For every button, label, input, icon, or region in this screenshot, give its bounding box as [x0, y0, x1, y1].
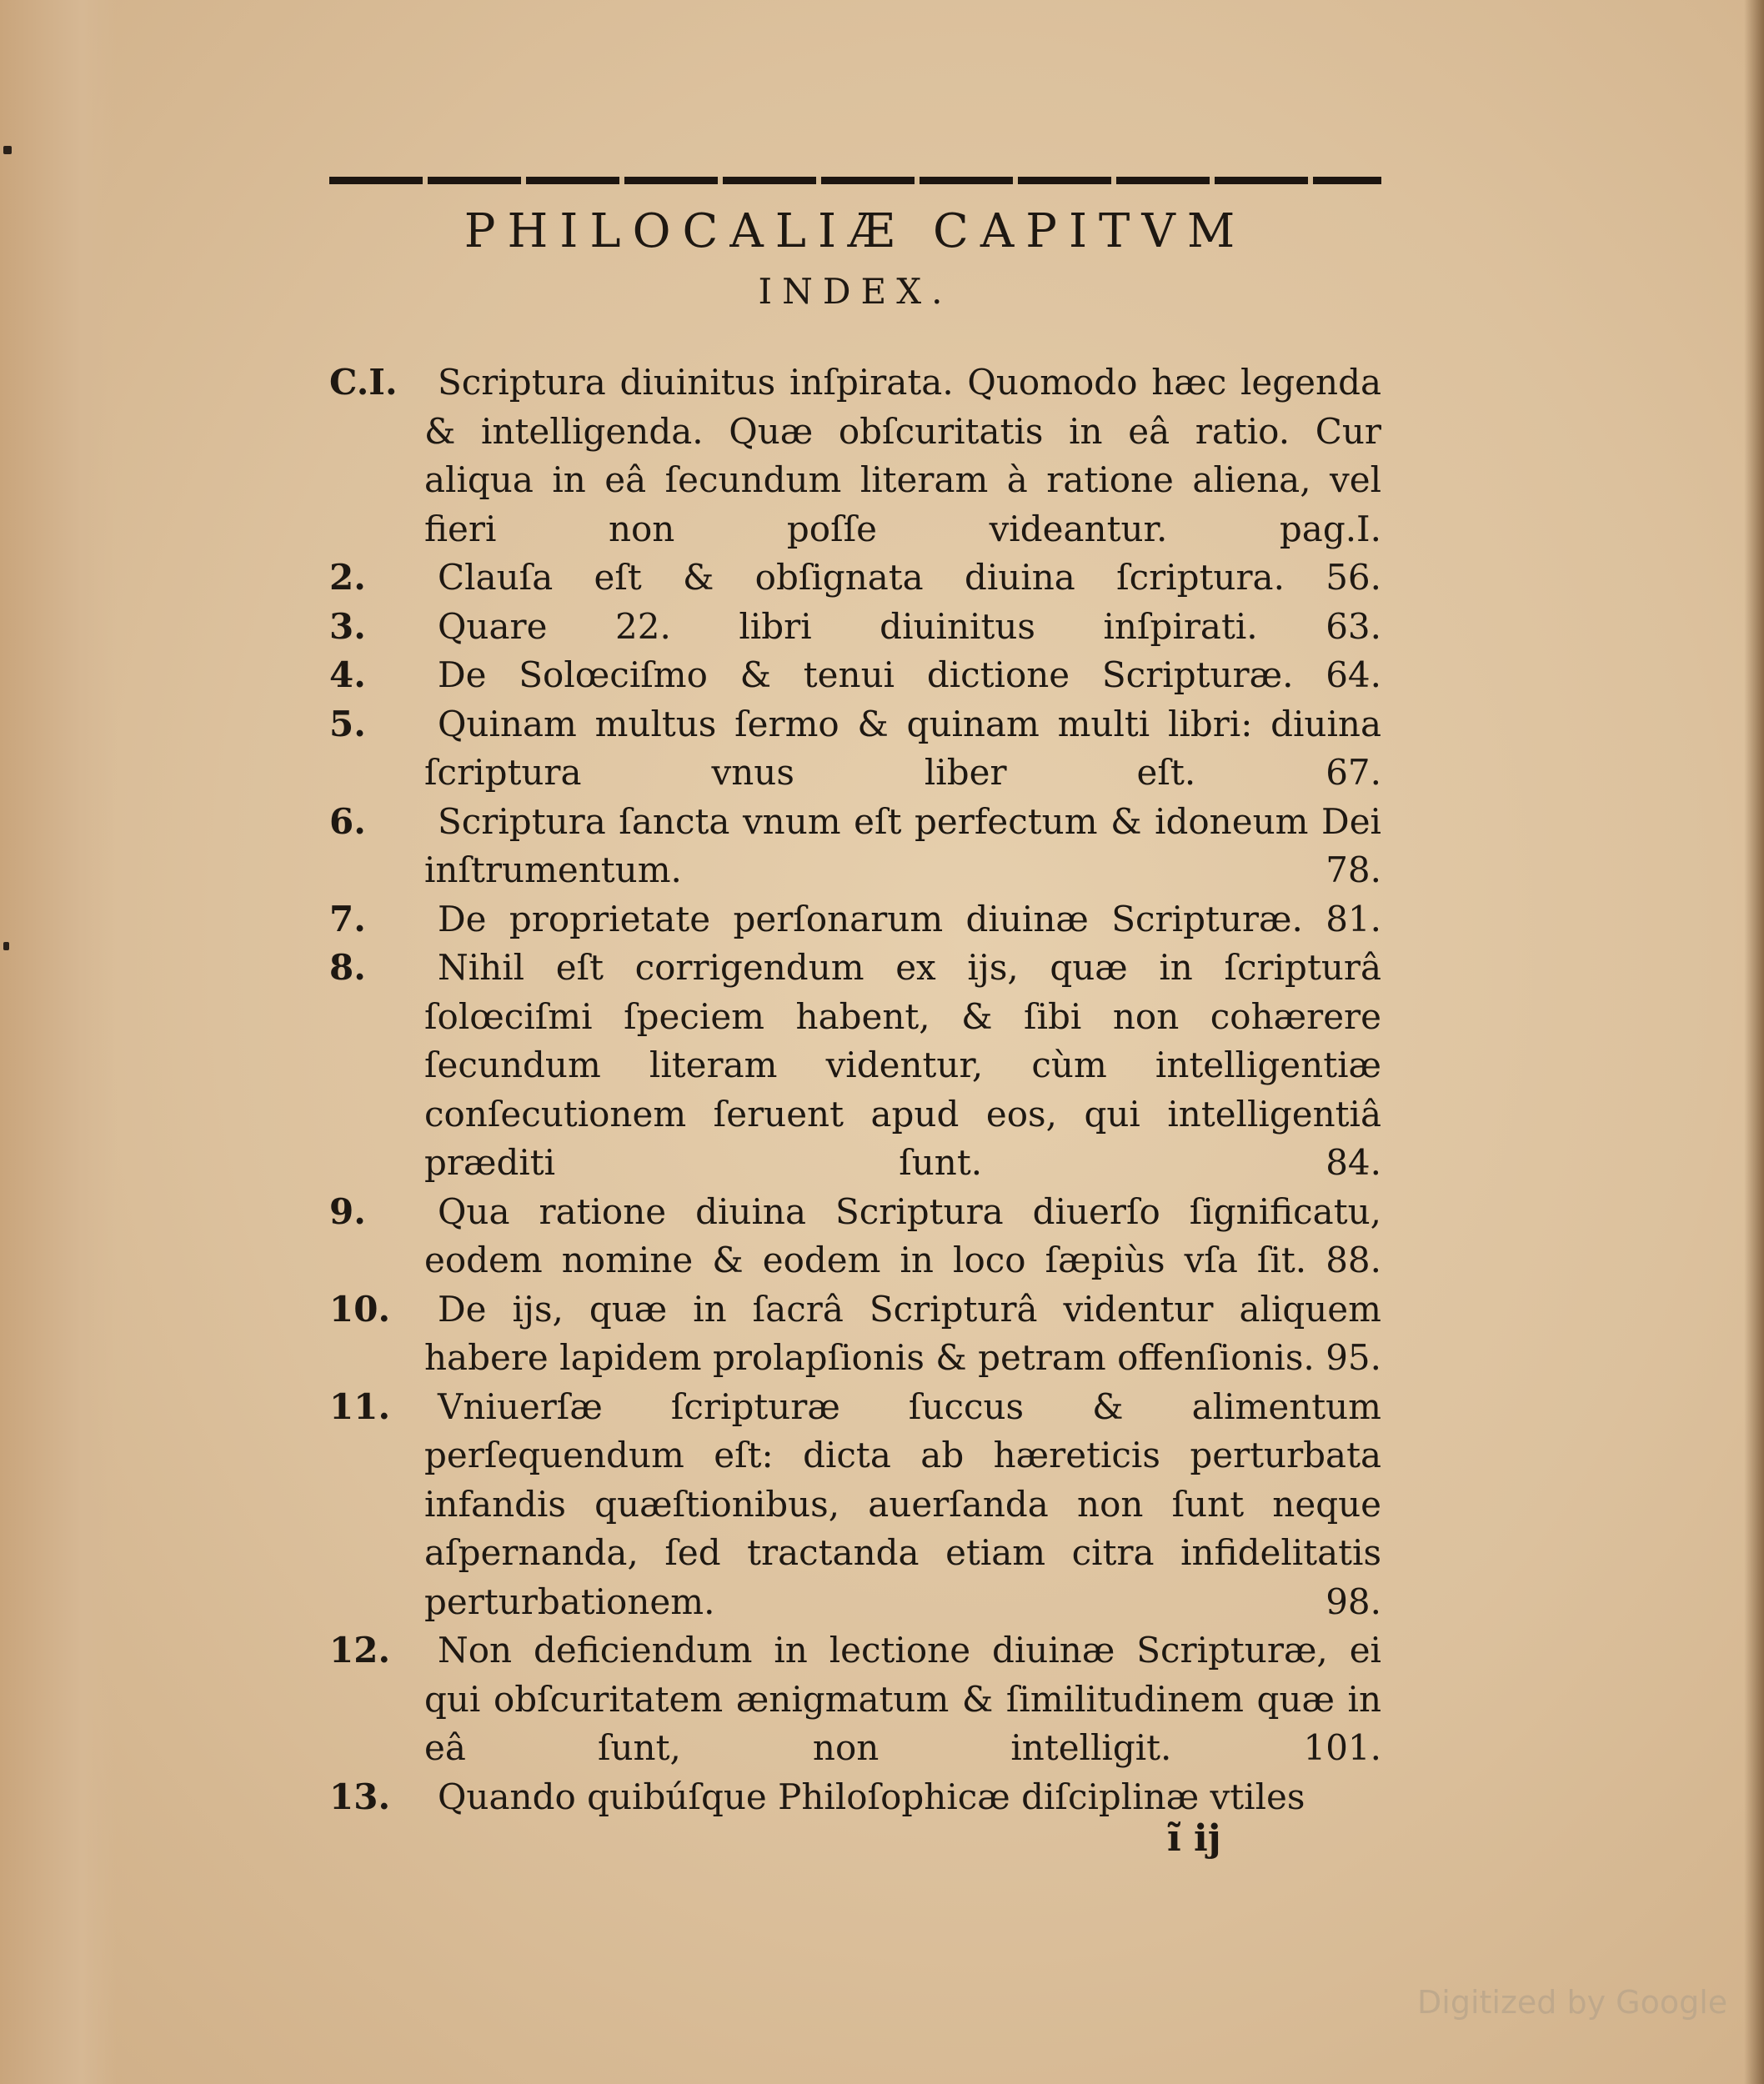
entry-number: 13.: [329, 1776, 391, 1817]
entry-number: 2.: [329, 557, 366, 598]
entry-page-ref: 67.: [1326, 752, 1381, 793]
entry-number: 11.: [329, 1385, 391, 1427]
entry-text-block: [424, 1626, 1381, 1773]
index-entry: [329, 554, 1381, 603]
index-entry: [329, 1383, 1381, 1627]
entry-page-ref: 56.: [1326, 557, 1381, 598]
entry-text: Scriptura diuinitus inſpirata. Quomodo hæc legenda & intelligenda. Quæ obſcuritatis in eâ ratio. Cur aliqua in eâ ſecundum literam à ratione aliena, vel fieri non poſſe videantur.: [424, 362, 1381, 549]
entry-text-block: [424, 554, 1381, 603]
entry-text: Quinam multus ſermo & quinam multi libri: diuina ſcriptura vnus liber eſt.: [424, 703, 1381, 793]
entry-text-block: [424, 1383, 1381, 1627]
entry-text-block: [424, 358, 1381, 554]
entry-text: Scriptura ſancta vnum eſt perfectum & idoneum Dei inſtrumentum.: [424, 800, 1381, 890]
entry-page-ref: 95.: [1326, 1337, 1381, 1378]
header-rule: [329, 177, 1381, 184]
entry-text: Clauſa eſt & obſignata diuina ſcriptura.: [438, 557, 1285, 598]
entry-number: 9.: [329, 1190, 366, 1232]
entry-text: De Solœciſmo & tenui dictione Scripturæ.: [438, 654, 1294, 695]
entry-text: De proprietate perſonarum diuinæ Scripturæ.: [438, 898, 1303, 939]
entry-text: Quando quibúſque Philoſophicæ diſciplinæ vtiles: [438, 1776, 1305, 1817]
entry-text: Nihil eſt corrigendum ex ijs, quæ in ſcripturâ ſolœciſmi ſpeciem habent, & ſibi non cohærere ſecundum literam videntur, cùm intelligentiæ conſecutionem ſeruent apud eos, qui intelligentiâ præditi ſunt.: [424, 947, 1381, 1183]
entry-number: 10.: [329, 1288, 391, 1330]
entry-number: 6.: [329, 800, 366, 842]
entry-number: 7.: [329, 898, 366, 939]
index-entry: [329, 944, 1381, 1188]
index-entry: [329, 1626, 1381, 1773]
index-entry: [329, 1773, 1381, 1822]
entry-number: 12.: [329, 1630, 391, 1671]
entry-page-ref: 81.: [1326, 898, 1381, 939]
entry-text: De ijs, quæ in ſacrâ Scripturâ videntur aliquem habere lapidem prolapſionis & petram offenſionis.: [424, 1288, 1381, 1378]
index-entry: [329, 358, 1381, 554]
entry-text-block: [424, 651, 1381, 700]
entry-page-ref: 98.: [1326, 1581, 1381, 1622]
entry-page-ref: 63.: [1326, 605, 1381, 647]
page-title: PHILOCALIÆ CAPITVM: [464, 204, 1247, 258]
entry-page-ref: 101.: [1303, 1727, 1381, 1768]
entry-page-ref: 78.: [1326, 849, 1381, 890]
entry-text: Quare 22. libri diuinitus inſpirati.: [438, 605, 1258, 647]
entry-text-block: [424, 1773, 1381, 1822]
index-entry: [329, 1285, 1381, 1383]
page-edge-right: [1744, 0, 1764, 2084]
entry-page-ref: 64.: [1326, 654, 1381, 695]
bleed-mark: [3, 146, 12, 154]
index-entry: [329, 651, 1381, 700]
index-entry: [329, 700, 1381, 798]
entry-text-block: [424, 1285, 1381, 1383]
entry-number: 3.: [329, 605, 366, 647]
page-subtitle: INDEX.: [758, 271, 953, 312]
entry-text: Non deficiendum in lectione diuinæ Scripturæ, ei qui obſcuritatem ænigmatum & ſimilitudinem quæ in eâ ſunt, non intelligit.: [424, 1630, 1381, 1768]
digitization-watermark: Digitized by Google: [1417, 1984, 1728, 2021]
entry-text-block: [424, 1188, 1381, 1285]
page-gutter-left: [0, 0, 117, 2084]
entry-text-block: [424, 700, 1381, 798]
entry-page-ref: 88.: [1326, 1240, 1381, 1280]
bleed-mark: [3, 942, 9, 950]
entry-page-ref: pag.I.: [1279, 508, 1381, 549]
entry-number: C.I.: [329, 362, 398, 403]
entry-text: Qua ratione diuina Scriptura diuerſo ſignificatu, eodem nomine & eodem in loco ſæpiùs vſa ſit.: [424, 1190, 1381, 1280]
entry-number: 8.: [329, 947, 366, 988]
entry-text-block: [424, 798, 1381, 895]
entry-page-ref: 84.: [1326, 1142, 1381, 1183]
entry-number: 5.: [329, 703, 366, 744]
entry-number: 4.: [329, 654, 366, 695]
signature-mark: ĩ ij: [1167, 1817, 1221, 1860]
entry-text-block: [424, 895, 1381, 944]
index-entries: [329, 358, 1381, 1821]
index-entry: [329, 798, 1381, 895]
entry-text: Vniuerſæ ſcripturæ ſuccus & alimentum perſequendum eſt: dicta ab hæreticis perturbata infandis quæſtionibus, auerſanda non ſunt neque aſpernanda, ſed tractanda etiam citra infidelitatis perturbationem.: [424, 1385, 1381, 1622]
index-entry: [329, 603, 1381, 652]
index-entry: [329, 895, 1381, 944]
entry-text-block: [424, 603, 1381, 652]
entry-text-block: [424, 944, 1381, 1188]
index-entry: [329, 1188, 1381, 1285]
